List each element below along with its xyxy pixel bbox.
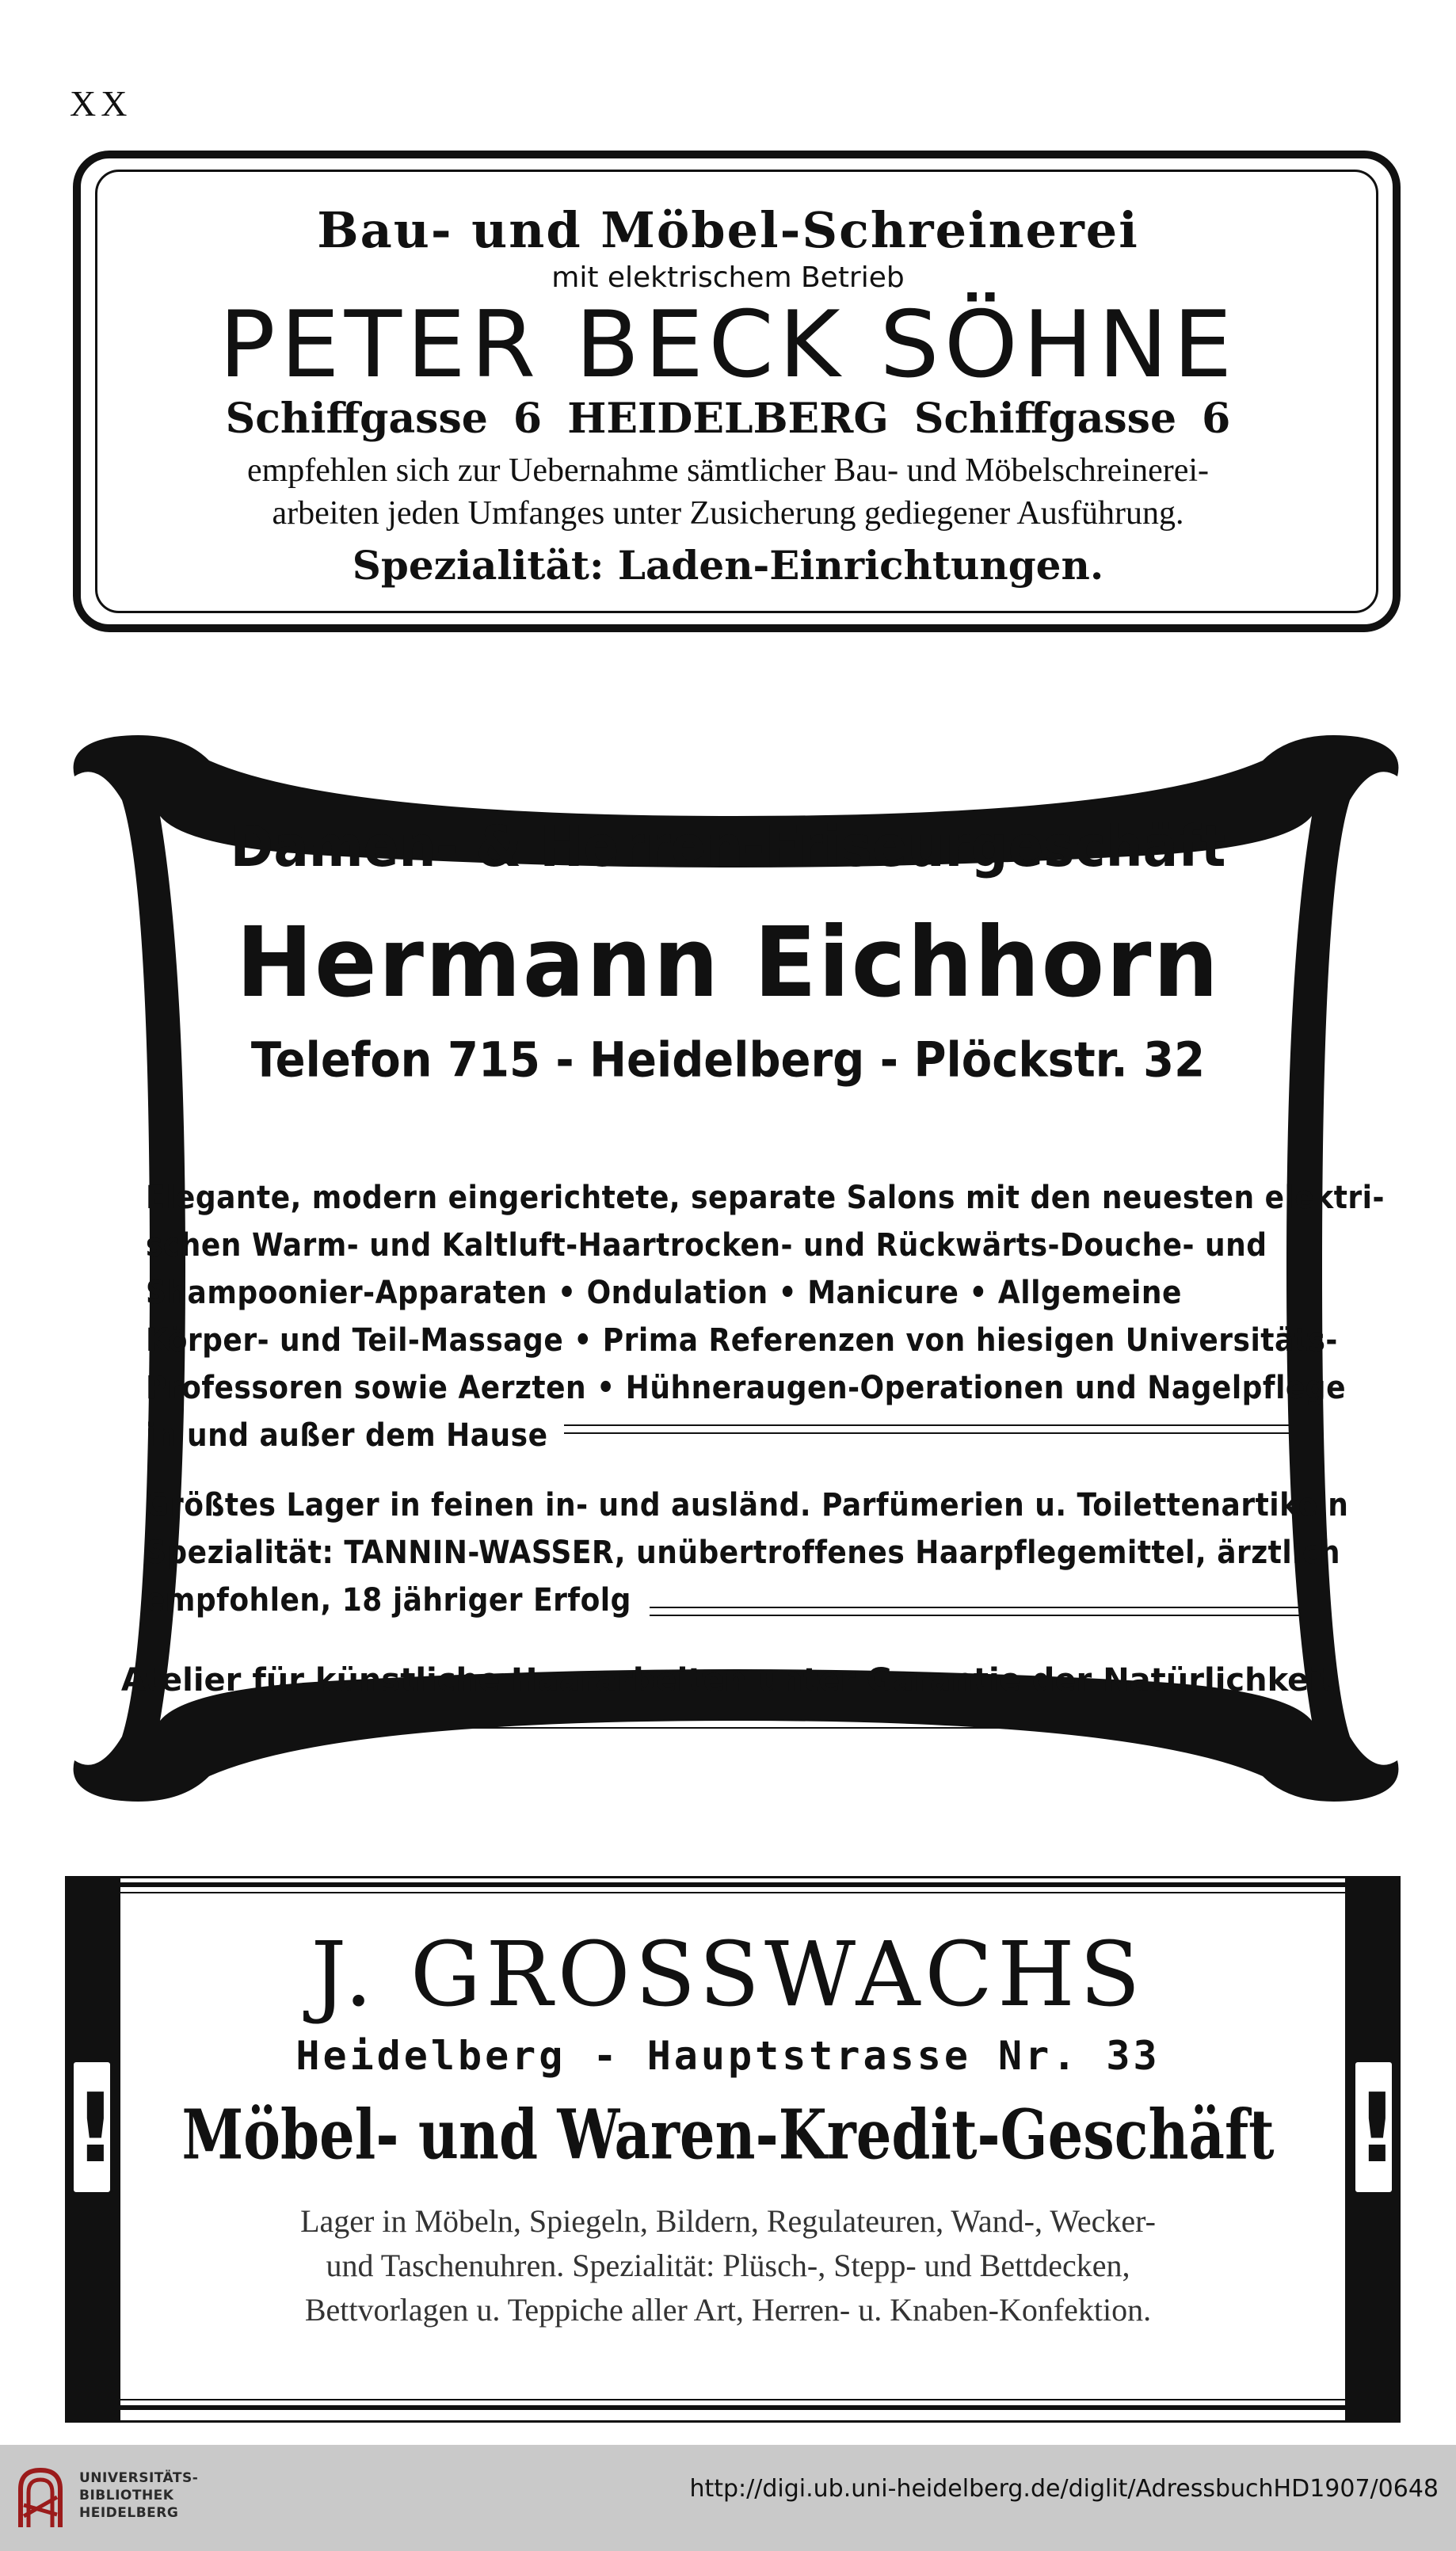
library-name-line: BIBLIOTHEK [79, 2488, 174, 2503]
ad-eichhorn-p1-line: Professoren sowie Aerzten • Hühneraugen-Operationen und Nagelpflege [146, 1370, 1346, 1406]
exclamation-icon: ! [1353, 2060, 1394, 2194]
ad-beck-heading: Bau- und Möbel-Schreinerei [317, 201, 1139, 259]
ad-grosswachs-text-line: Bettvorlagen u. Teppiche aller Art, Herren- u. Knaben-Konfektion. [304, 2292, 1152, 2328]
ad-beck-text-line-1: empfehlen sich zur Uebernahme sämtlicher Bau- und Möbelschreinerei- [246, 452, 1210, 489]
ad-grosswachs-top-rule [119, 1882, 1345, 1893]
ad-grosswachs-text-line: Lager in Möbeln, Spiegeln, Bildern, Regulateuren, Wand-, Wecker- [300, 2203, 1156, 2239]
library-name-line: HEIDELBERG [79, 2505, 179, 2521]
ad-grosswachs-address: Heidelberg - Hauptstrasse Nr. 33 [295, 2033, 1161, 2079]
ad-eichhorn-p1-line: Elegante, modern eingerichtete, separate Salons mit den neuesten elektri- [146, 1180, 1385, 1216]
ad-grosswachs-business: Möbel- und Waren-Kredit-Geschäft [181, 2095, 1275, 2175]
ad-eichhorn-heading: Damen- & Herren-Friseurgeschäft [230, 813, 1226, 880]
ad-beck-company: PETER BECK SÖHNE [219, 292, 1237, 398]
document-url[interactable]: http://digi.ub.uni-heidelberg.de/diglit/AdressbuchHD1907/0648 [689, 2475, 1439, 2503]
exclamation-icon: ! [71, 2060, 112, 2194]
filler-rule [650, 1607, 1315, 1616]
ad-eichhorn-p2-line: Größtes Lager in feinen in- und ausländ. Parfümerien u. Toilettenartikeln [146, 1487, 1349, 1523]
ad-eichhorn-p1-line: Körper- und Teil-Massage • Prima Referenzen von hiesigen Universitäts- [146, 1322, 1338, 1359]
ad-eichhorn-name: Hermann Eichhorn [235, 906, 1221, 1020]
ad-eichhorn-p2-line: Spezialität: TANNIN-WASSER, unübertroffenes Haarpflegemittel, ärztlich [146, 1535, 1340, 1571]
ad-eichhorn-paragraph-1 [146, 1174, 1385, 1459]
ad-grosswachs-name: J. GROSSWACHS [311, 1924, 1145, 2027]
ad-eichhorn-paragraph-2 [146, 1481, 1349, 1624]
ad-beck-text-line-2: arbeiten jeden Umfanges unter Zusicherung gediegener Ausführung. [272, 495, 1184, 532]
page-number: XX [70, 83, 132, 124]
ad-beck-specialty: Spezialität: Laden-Einrichtungen. [352, 542, 1104, 589]
ad-eichhorn-p1-line: in und außer dem Hause [146, 1417, 548, 1454]
ad-grosswachs-bottom-rule [119, 2399, 1345, 2410]
filler-rule [564, 1424, 1315, 1434]
ad-eichhorn-p1-line: Shampoonier-Apparaten • Ondulation • Manicure • Allgemeine [146, 1275, 1182, 1311]
library-name-line: UNIVERSITÄTS- [79, 2470, 199, 2486]
library-logo-icon[interactable] [16, 2465, 65, 2532]
ad-beck-subheading: mit elektrischem Betrieb [551, 261, 905, 294]
ad-eichhorn-p1-line: schen Warm- und Kaltluft-Haartrocken- und Rückwärts-Douche- und [146, 1227, 1267, 1264]
ad-beck-address: Schiffgasse 6 HEIDELBERG Schiffgasse 6 [225, 395, 1231, 443]
ad-eichhorn-p2-line: empfohlen, 18 jähriger Erfolg [146, 1582, 631, 1619]
ad-grosswachs-text-line: und Taschenuhren. Spezialität: Plüsch-, Stepp- und Bettdecken, [326, 2248, 1130, 2283]
ad-eichhorn-atelier: Atelier für künstliche Haararbeiten unter Garantie der Natürlichkeit [120, 1662, 1336, 1699]
ad-eichhorn-contact: Telefon 715 - Heidelberg - Plöckstr. 32 [250, 1032, 1206, 1089]
footer-rule [190, 1719, 1267, 1729]
